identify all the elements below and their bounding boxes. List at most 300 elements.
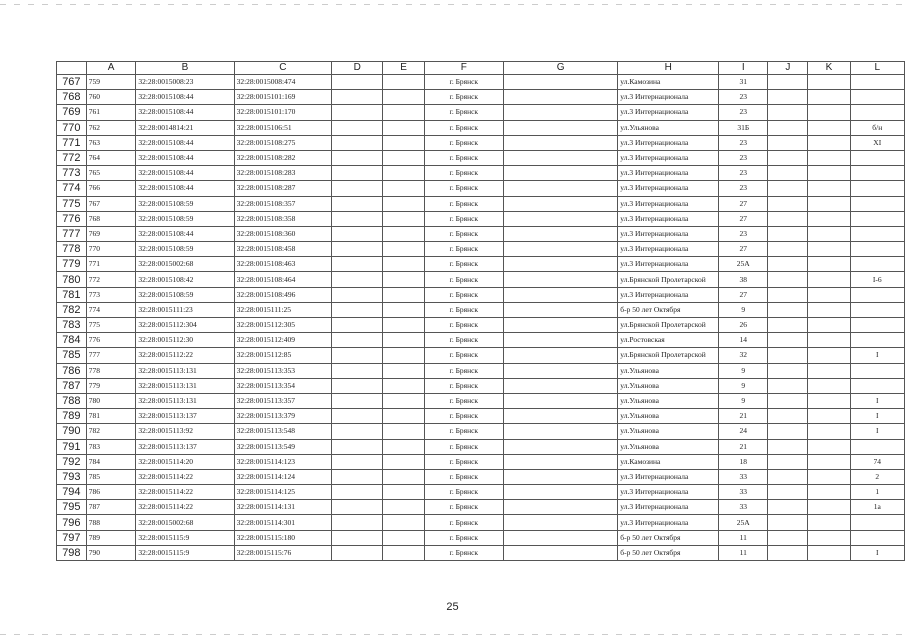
cell-j [768, 485, 808, 500]
cell-h: ул.Ульянова [618, 363, 719, 378]
scan-artifact-top [0, 4, 905, 5]
table-row [57, 257, 905, 272]
row-number: 797 [57, 530, 87, 545]
cell-e [383, 409, 424, 424]
cell-k [808, 211, 850, 226]
row-number: 768 [57, 90, 87, 105]
cell-e [383, 272, 424, 287]
cell-b: 32:28:0015112:304 [136, 318, 234, 333]
row-number: 796 [57, 515, 87, 530]
cell-c: 32:28:0015115:180 [234, 530, 331, 545]
table-row [57, 409, 905, 424]
table-row [57, 166, 905, 181]
cell-i: 23 [719, 105, 768, 120]
cell-f: г. Брянск [424, 530, 503, 545]
cell-e [383, 515, 424, 530]
cell-j [768, 378, 808, 393]
cell-b: 32:28:0015108:42 [136, 272, 234, 287]
cell-c: 32:28:0015101:169 [234, 90, 331, 105]
table-row [57, 272, 905, 287]
cell-c: 32:28:0015008:474 [234, 75, 331, 90]
table-row [57, 120, 905, 135]
cell-g [503, 181, 617, 196]
cell-l: I-6 [850, 272, 904, 287]
cell-f: г. Брянск [424, 348, 503, 363]
cell-c: 32:28:0015113:357 [234, 393, 331, 408]
cell-k [808, 318, 850, 333]
cell-i: 33 [719, 469, 768, 484]
cell-i: 9 [719, 302, 768, 317]
cell-k [808, 469, 850, 484]
cell-e [383, 120, 424, 135]
cell-h: ул.Ульянова [618, 409, 719, 424]
cell-e [383, 424, 424, 439]
row-number: 792 [57, 454, 87, 469]
cell-c: 32:28:0015106:51 [234, 120, 331, 135]
cell-a: 760 [86, 90, 136, 105]
cell-f: г. Брянск [424, 150, 503, 165]
cell-b: 32:28:0015108:59 [136, 242, 234, 257]
cell-j [768, 515, 808, 530]
cell-b: 32:28:0015115:9 [136, 530, 234, 545]
cell-b: 32:28:0014814:21 [136, 120, 234, 135]
cell-d [332, 181, 383, 196]
cell-f: г. Брянск [424, 439, 503, 454]
cell-l [850, 530, 904, 545]
cell-a: 773 [86, 287, 136, 302]
cell-g [503, 135, 617, 150]
table-row [57, 439, 905, 454]
spreadsheet-table [56, 61, 905, 561]
cell-f: г. Брянск [424, 424, 503, 439]
cell-a: 787 [86, 500, 136, 515]
cell-a: 786 [86, 485, 136, 500]
cell-e [383, 500, 424, 515]
cell-k [808, 90, 850, 105]
table-row [57, 545, 905, 560]
cell-e [383, 181, 424, 196]
cell-h: ул.3 Интернационала [618, 181, 719, 196]
cell-i: 33 [719, 500, 768, 515]
cell-a: 783 [86, 439, 136, 454]
cell-j [768, 500, 808, 515]
cell-i: 21 [719, 409, 768, 424]
cell-k [808, 150, 850, 165]
cell-j [768, 302, 808, 317]
cell-b: 32:28:0015114:22 [136, 469, 234, 484]
cell-i: 38 [719, 272, 768, 287]
table-row [57, 469, 905, 484]
cell-b: 32:28:0015108:59 [136, 196, 234, 211]
cell-l: I [850, 393, 904, 408]
cell-l: I [850, 424, 904, 439]
cell-h: ул.3 Интернационала [618, 485, 719, 500]
table-row [57, 196, 905, 211]
cell-j [768, 333, 808, 348]
cell-g [503, 515, 617, 530]
cell-g [503, 75, 617, 90]
cell-l [850, 515, 904, 530]
cell-k [808, 135, 850, 150]
table-row [57, 454, 905, 469]
table-row [57, 363, 905, 378]
cell-a: 767 [86, 196, 136, 211]
table-row [57, 150, 905, 165]
cell-l [850, 166, 904, 181]
cell-g [503, 378, 617, 393]
cell-l [850, 439, 904, 454]
table-row [57, 181, 905, 196]
cell-i: 11 [719, 530, 768, 545]
cell-e [383, 333, 424, 348]
cell-k [808, 166, 850, 181]
cell-h: ул.3 Интернационала [618, 166, 719, 181]
cell-c: 32:28:0015108:458 [234, 242, 331, 257]
cell-c: 32:28:0015113:354 [234, 378, 331, 393]
cell-c: 32:28:0015113:379 [234, 409, 331, 424]
row-number: 794 [57, 485, 87, 500]
cell-a: 778 [86, 363, 136, 378]
cell-g [503, 272, 617, 287]
cell-i: 9 [719, 363, 768, 378]
cell-j [768, 272, 808, 287]
cell-h: б-р 50 лет Октября [618, 302, 719, 317]
cell-d [332, 393, 383, 408]
table-row [57, 211, 905, 226]
cell-d [332, 333, 383, 348]
cell-i: 25А [719, 515, 768, 530]
cell-f: г. Брянск [424, 318, 503, 333]
cell-f: г. Брянск [424, 333, 503, 348]
cell-g [503, 90, 617, 105]
cell-e [383, 318, 424, 333]
cell-f: г. Брянск [424, 409, 503, 424]
cell-k [808, 242, 850, 257]
cell-b: 32:28:0015108:44 [136, 90, 234, 105]
cell-i: 18 [719, 454, 768, 469]
cell-e [383, 378, 424, 393]
cell-i: 14 [719, 333, 768, 348]
cell-k [808, 530, 850, 545]
cell-h: ул.3 Интернационала [618, 211, 719, 226]
cell-g [503, 196, 617, 211]
cell-d [332, 363, 383, 378]
cell-b: 32:28:0015108:44 [136, 181, 234, 196]
cell-l [850, 287, 904, 302]
cell-f: г. Брянск [424, 90, 503, 105]
cell-b: 32:28:0015002:68 [136, 257, 234, 272]
cell-d [332, 211, 383, 226]
cell-b: 32:28:0015008:23 [136, 75, 234, 90]
cell-f: г. Брянск [424, 242, 503, 257]
row-number: 795 [57, 500, 87, 515]
cell-j [768, 150, 808, 165]
cell-d [332, 424, 383, 439]
cell-h: ул.Ульянова [618, 393, 719, 408]
cell-g [503, 393, 617, 408]
cell-l [850, 105, 904, 120]
cell-k [808, 287, 850, 302]
cell-d [332, 500, 383, 515]
cell-d [332, 242, 383, 257]
cell-h: ул.3 Интернационала [618, 469, 719, 484]
cell-e [383, 257, 424, 272]
cell-g [503, 287, 617, 302]
cell-g [503, 120, 617, 135]
cell-i: 31Б [719, 120, 768, 135]
cell-f: г. Брянск [424, 105, 503, 120]
scan-artifact-bottom [0, 634, 905, 635]
row-number: 772 [57, 150, 87, 165]
cell-a: 770 [86, 242, 136, 257]
cell-l [850, 181, 904, 196]
table-row [57, 226, 905, 241]
column-header-g: G [503, 62, 617, 75]
cell-l [850, 75, 904, 90]
page-number: 25 [446, 601, 459, 613]
cell-f: г. Брянск [424, 515, 503, 530]
row-number: 783 [57, 318, 87, 333]
cell-a: 759 [86, 75, 136, 90]
cell-b: 32:28:0015113:131 [136, 393, 234, 408]
cell-k [808, 120, 850, 135]
cell-j [768, 287, 808, 302]
cell-c: 32:28:0015115:76 [234, 545, 331, 560]
cell-f: г. Брянск [424, 454, 503, 469]
cell-a: 788 [86, 515, 136, 530]
cell-g [503, 166, 617, 181]
cell-a: 769 [86, 226, 136, 241]
cell-k [808, 333, 850, 348]
column-header-f: F [424, 62, 503, 75]
cell-i: 27 [719, 211, 768, 226]
cell-c: 32:28:0015113:353 [234, 363, 331, 378]
corner-cell [57, 62, 87, 75]
cell-l [850, 196, 904, 211]
row-number: 778 [57, 242, 87, 257]
cell-f: г. Брянск [424, 302, 503, 317]
cell-c: 32:28:0015108:360 [234, 226, 331, 241]
cell-e [383, 242, 424, 257]
cell-d [332, 409, 383, 424]
cell-b: 32:28:0015108:44 [136, 166, 234, 181]
cell-g [503, 150, 617, 165]
cell-f: г. Брянск [424, 287, 503, 302]
cell-a: 777 [86, 348, 136, 363]
row-number: 770 [57, 120, 87, 135]
cell-d [332, 196, 383, 211]
cell-a: 766 [86, 181, 136, 196]
cell-a: 775 [86, 318, 136, 333]
cell-d [332, 348, 383, 363]
cell-b: 32:28:0015108:44 [136, 150, 234, 165]
cell-a: 762 [86, 120, 136, 135]
cell-c: 32:28:0015108:463 [234, 257, 331, 272]
cell-e [383, 363, 424, 378]
table-row [57, 75, 905, 90]
row-number: 771 [57, 135, 87, 150]
cell-h: ул.3 Интернационала [618, 257, 719, 272]
cell-h: ул.3 Интернационала [618, 90, 719, 105]
cell-j [768, 135, 808, 150]
row-number: 798 [57, 545, 87, 560]
row-number: 767 [57, 75, 87, 90]
cell-d [332, 272, 383, 287]
cell-h: ул.Ульянова [618, 424, 719, 439]
cell-c: 32:28:0015108:287 [234, 181, 331, 196]
cell-c: 32:28:0015114:124 [234, 469, 331, 484]
cell-l: 1а [850, 500, 904, 515]
column-header-row [57, 62, 905, 75]
cell-l: 74 [850, 454, 904, 469]
cell-h: ул.Ульянова [618, 378, 719, 393]
cell-j [768, 242, 808, 257]
cell-k [808, 515, 850, 530]
cell-f: г. Брянск [424, 75, 503, 90]
column-header-i: I [719, 62, 768, 75]
cell-h: ул.Брянской Пролетарской [618, 272, 719, 287]
cell-h: б-р 50 лет Октября [618, 545, 719, 560]
table-row [57, 530, 905, 545]
cell-d [332, 90, 383, 105]
cell-d [332, 135, 383, 150]
cell-g [503, 211, 617, 226]
cell-d [332, 105, 383, 120]
cell-l [850, 150, 904, 165]
cell-b: 32:28:0015113:137 [136, 409, 234, 424]
cell-g [503, 318, 617, 333]
cell-i: 11 [719, 545, 768, 560]
table-row [57, 485, 905, 500]
cell-h: ул.3 Интернационала [618, 242, 719, 257]
row-number: 786 [57, 363, 87, 378]
cell-k [808, 545, 850, 560]
cell-i: 27 [719, 287, 768, 302]
cell-i: 23 [719, 226, 768, 241]
cell-d [332, 318, 383, 333]
cell-d [332, 302, 383, 317]
cell-l [850, 363, 904, 378]
cell-g [503, 242, 617, 257]
cell-g [503, 530, 617, 545]
cell-f: г. Брянск [424, 272, 503, 287]
cell-j [768, 226, 808, 241]
cell-g [503, 545, 617, 560]
cell-e [383, 150, 424, 165]
table-row [57, 242, 905, 257]
cell-b: 32:28:0015112:22 [136, 348, 234, 363]
cell-e [383, 393, 424, 408]
cell-b: 32:28:0015114:22 [136, 485, 234, 500]
table-body [57, 75, 905, 561]
cell-i: 33 [719, 485, 768, 500]
cell-a: 780 [86, 393, 136, 408]
cell-c: 32:28:0015114:123 [234, 454, 331, 469]
cell-l [850, 333, 904, 348]
cell-l [850, 378, 904, 393]
cell-e [383, 485, 424, 500]
cell-g [503, 454, 617, 469]
cell-b: 32:28:0015108:44 [136, 105, 234, 120]
cell-d [332, 485, 383, 500]
table-row [57, 393, 905, 408]
row-number: 774 [57, 181, 87, 196]
cell-e [383, 196, 424, 211]
cell-j [768, 318, 808, 333]
row-number: 790 [57, 424, 87, 439]
cell-b: 32:28:0015112:30 [136, 333, 234, 348]
cell-h: ул.Ульянова [618, 439, 719, 454]
cell-j [768, 439, 808, 454]
cell-g [503, 333, 617, 348]
cell-d [332, 166, 383, 181]
cell-h: ул.Камозина [618, 454, 719, 469]
cell-b: 32:28:0015114:20 [136, 454, 234, 469]
table-row [57, 515, 905, 530]
cell-f: г. Брянск [424, 500, 503, 515]
table-row [57, 333, 905, 348]
cell-f: г. Брянск [424, 393, 503, 408]
cell-k [808, 257, 850, 272]
cell-i: 23 [719, 166, 768, 181]
cell-g [503, 105, 617, 120]
cell-e [383, 105, 424, 120]
cell-i: 23 [719, 181, 768, 196]
cell-k [808, 485, 850, 500]
cell-k [808, 181, 850, 196]
cell-e [383, 469, 424, 484]
cell-k [808, 409, 850, 424]
cell-j [768, 530, 808, 545]
cell-c: 32:28:0015111:25 [234, 302, 331, 317]
cell-a: 774 [86, 302, 136, 317]
table-row [57, 135, 905, 150]
cell-c: 32:28:0015114:131 [234, 500, 331, 515]
cell-f: г. Брянск [424, 378, 503, 393]
cell-l [850, 90, 904, 105]
row-number: 784 [57, 333, 87, 348]
cell-g [503, 257, 617, 272]
cell-a: 784 [86, 454, 136, 469]
row-number: 781 [57, 287, 87, 302]
cell-f: г. Брянск [424, 181, 503, 196]
cell-j [768, 211, 808, 226]
cell-a: 779 [86, 378, 136, 393]
cell-k [808, 302, 850, 317]
cell-b: 32:28:0015113:92 [136, 424, 234, 439]
cell-g [503, 424, 617, 439]
cell-f: г. Брянск [424, 211, 503, 226]
cell-i: 23 [719, 135, 768, 150]
column-header-c: C [234, 62, 331, 75]
cell-i: 9 [719, 393, 768, 408]
cell-h: ул.3 Интернационала [618, 150, 719, 165]
cell-g [503, 226, 617, 241]
cell-h: ул.3 Интернационала [618, 196, 719, 211]
cell-e [383, 135, 424, 150]
cell-k [808, 348, 850, 363]
cell-c: 32:28:0015108:464 [234, 272, 331, 287]
cell-j [768, 257, 808, 272]
cell-j [768, 424, 808, 439]
cell-k [808, 226, 850, 241]
cell-a: 785 [86, 469, 136, 484]
row-number: 785 [57, 348, 87, 363]
cell-c: 32:28:0015108:496 [234, 287, 331, 302]
column-header-d: D [332, 62, 383, 75]
cell-a: 772 [86, 272, 136, 287]
cell-c: 32:28:0015108:283 [234, 166, 331, 181]
